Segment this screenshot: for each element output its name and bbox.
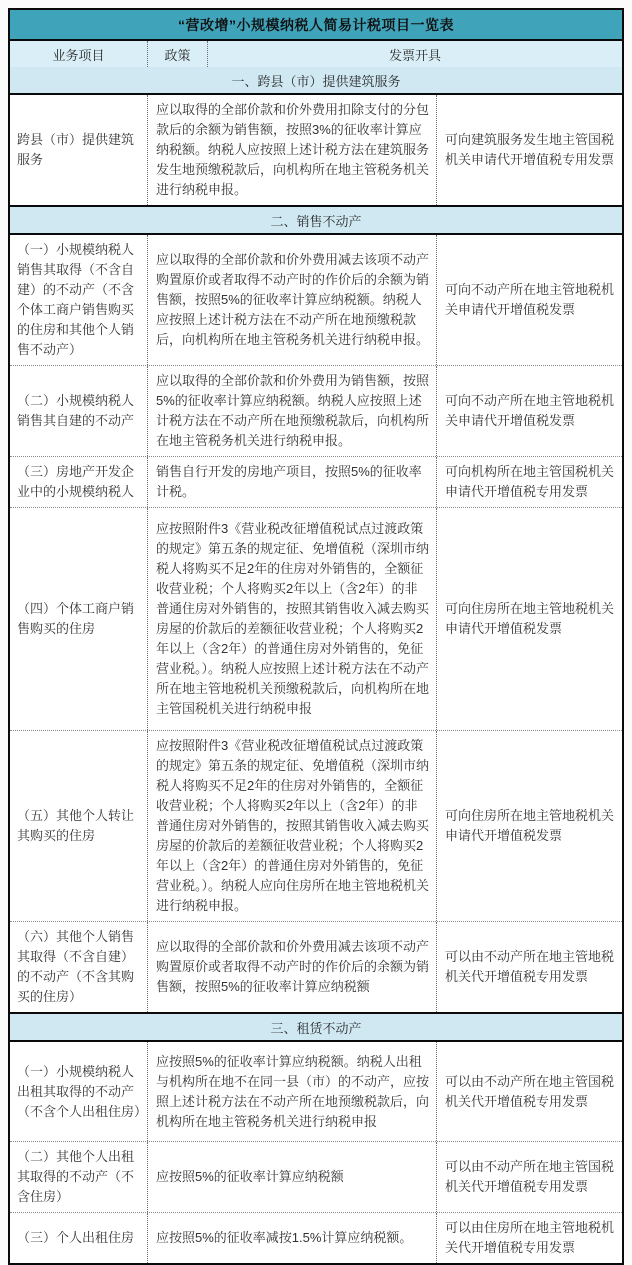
table-row xyxy=(10,507,622,730)
policy-cell: 应按照5%的征收率计算应纳税额。纳税人出租与机构所在地不在同一县（市）的不动产，应按照上述计税方法在不动产所在地预缴税款后，向机构所在地主管税务机关进行纳税申报 xyxy=(147,1042,437,1141)
business-item-cell: （一）小规模纳税人出租其取得的不动产（不含个人出租住房） xyxy=(17,1063,148,1119)
section-heading-real-estate-sale: 二、销售不动产 xyxy=(10,205,622,235)
invoice-cell: 可以由不动产所在地主管地税机关代开增值税专用发票 xyxy=(445,949,615,984)
business-item-cell: （一）小规模纳税人销售其取得（不含自建）的不动产（不含个体工商户销售购买的住房和其他个人销售不动产） xyxy=(17,242,135,357)
policy-cell: 销售自行开发的房地产项目，按照5%的征收率计税。 xyxy=(147,457,437,507)
table-row xyxy=(10,456,622,507)
invoice-cell: 可向不动产所在地主管地税机关申请代开增值税发票 xyxy=(445,393,615,428)
policy-cell: 应以取得的全部价款和价外费用减去该项不动产购置原价或者取得不动产时的作价后的余额为销售额，按照5%的征收率计算应纳税额 xyxy=(147,922,437,1012)
invoice-cell: 可向机构所在地主管国税机关申请代开增值税专用发票 xyxy=(445,464,615,499)
table-row xyxy=(10,235,622,365)
invoice-cell: 可向建筑服务发生地主管国税机关申请代开增值税专用发票 xyxy=(445,132,615,167)
invoice-cell: 可以由住房所在地主管地税机关代开增值税专用发票 xyxy=(445,1220,615,1255)
table-row xyxy=(10,1141,622,1212)
policy-cell: 应以取得的全部价款和价外费用为销售额，按照5%的征收率计算应纳税额。纳税人应按照上述计税方法在不动产所在地预缴税款后，向机构所在地主管税务机关进行纳税申报。 xyxy=(147,366,437,456)
column-header-invoice: 发票开具 xyxy=(388,48,441,63)
table-row xyxy=(10,365,622,456)
business-item-cell: （三）个人出租住房 xyxy=(17,1230,135,1245)
tax-table xyxy=(8,8,624,1265)
business-item-cell: （二）其他个人出租其取得的不动产（不含住房） xyxy=(17,1149,135,1204)
invoice-cell: 可以由不动产所在地主管国税机关代开增值税专用发票 xyxy=(445,1159,615,1194)
policy-cell: 应按照5%的征收率计算应纳税额 xyxy=(147,1142,437,1212)
invoice-cell: 可向住房所在地主管地税机关申请代开增值税发票 xyxy=(445,601,615,636)
column-header-row xyxy=(10,41,622,67)
policy-cell: 应以取得的全部价款和价外费用减去该项不动产购置原价或者取得不动产时的作价后的余额为销售额，按照5%的征收率计算应纳税额。纳税人应按照上述计税方法在不动产所在地预缴税款后，向机构所在地主管税务机关进行纳税申报。 xyxy=(147,235,437,365)
business-item-cell: （三）房地产开发企业中的小规模纳税人 xyxy=(17,464,135,499)
business-item-cell: （五）其他个人转让其购买的住房 xyxy=(17,808,135,843)
table-row xyxy=(10,730,622,921)
invoice-cell: 可向住房所在地主管地税机关申请代开增值税发票 xyxy=(445,808,615,843)
business-item-cell: （二）小规模纳税人销售其自建的不动产 xyxy=(17,393,135,428)
column-header-business: 业务项目 xyxy=(52,48,105,63)
policy-cell: 应按照5%的征收率减按1.5%计算应纳税额。 xyxy=(147,1213,437,1263)
page-title: “营改增”小规模纳税人简易计税项目一览表 xyxy=(10,10,622,41)
table-row xyxy=(10,1212,622,1263)
business-item-cell: （六）其他个人销售其取得（不含自建）的不动产（不含其购买的住房） xyxy=(17,929,135,1004)
business-item-cell: 跨县（市）提供建筑服务 xyxy=(17,132,135,167)
section-heading-construction: 一、跨县（市）提供建筑服务 xyxy=(10,67,622,95)
business-item-cell: （四）个体工商户销售购买的住房 xyxy=(17,601,135,636)
column-header-policy: 政策 xyxy=(147,41,208,67)
policy-cell: 应以取得的全部价款和价外费用扣除支付的分包款后的余额为销售额，按照3%的征收率计算应纳税额。纳税人应按照上述计税方法在建筑服务发生地预缴税款后，向机构所在地主管税务机关进行纳税申报。 xyxy=(147,95,437,205)
table-row xyxy=(10,95,622,205)
table-row xyxy=(10,1042,622,1141)
policy-cell: 应按照附件3《营业税改征增值税试点过渡政策的规定》第五条的规定征、免增值税（深圳市纳税人将购买不足2年的住房对外销售的，全额征收营业税；个人将购买2年以上（含2年）的非普通住房对外销售的，按照其销售收入减去购买房屋的价款后的差额征收营业税；个人将购买2年以上（含2年）的普通住房对外销售的，免征营业税。）。纳税人应向住房所在地主管地税机关进行纳税申报。 xyxy=(147,731,437,921)
policy-cell: 应按照附件3《营业税改征增值税试点过渡政策的规定》第五条的规定征、免增值税（深圳市纳税人将购买不足2年的住房对外销售的，全额征收营业税；个人将购买2年以上（含2年）的非普通住房对外销售的，按照其销售收入减去购买房屋的价款后的差额征收营业税；个人将购买2年以上（含2年）的普通住房对外销售的，免征营业税。）。纳税人应按照上述计税方法在不动产所在地主管地税机关预缴税款后，向机构所在地主管国税机关进行纳税申报 xyxy=(147,508,437,730)
table-row xyxy=(10,921,622,1012)
invoice-cell: 可向不动产所在地主管地税机关申请代开增值税发票 xyxy=(445,282,615,317)
section-heading-real-estate-lease: 三、租赁不动产 xyxy=(10,1012,622,1042)
invoice-cell: 可以由不动产所在地主管国税机关代开增值税专用发票 xyxy=(445,1073,615,1109)
